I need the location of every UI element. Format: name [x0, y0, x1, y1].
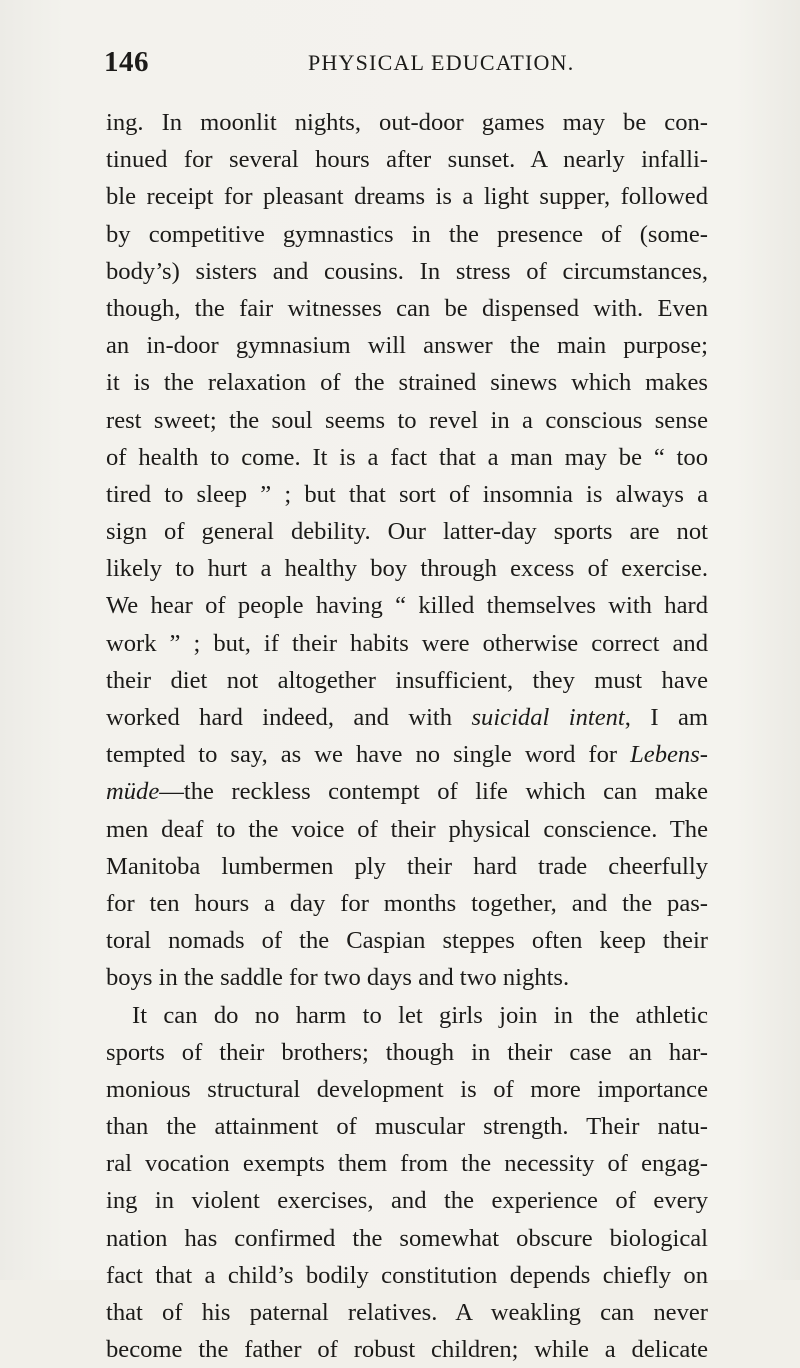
text-line: ble receipt for pleasant dreams is a light supper, followed	[106, 183, 708, 211]
page-number: 146	[104, 46, 149, 78]
text-line: sign of general debility. Our latter-day sports are not	[106, 518, 708, 546]
text-line: for ten hours a day for months together, and the pas-	[106, 889, 708, 917]
text-line: ral vocation exempts them from the necessity of engag-	[106, 1150, 708, 1178]
text-line: boys in the saddle for two days and two nights.	[106, 964, 570, 992]
running-title: PHYSICAL EDUCATION.	[308, 50, 575, 75]
text-line: that of his paternal relatives. A weakling can never	[106, 1299, 708, 1326]
text-line: tempted to say, as we have no single word for Lebens-	[106, 741, 708, 769]
text-line: though, the fair witnesses can be dispensed with. Even	[106, 294, 708, 322]
text-line: it is the relaxation of the strained sinews which makes	[106, 369, 708, 397]
text-line: ing. In moonlit nights, out-door games may be con-	[106, 109, 708, 136]
body-text	[106, 104, 708, 1368]
text-line: rest sweet; the soul seems to revel in a conscious sense	[106, 406, 708, 434]
text-line: We hear of people having “ killed themselves with hard	[106, 592, 708, 620]
text-line: men deaf to the voice of their physical conscience. The	[106, 815, 708, 843]
text-line: by competitive gymnastics in the presence of (some-	[106, 220, 708, 248]
text-line: toral nomads of the Caspian steppes often keep their	[106, 927, 708, 955]
text-line: worked hard indeed, and with suicidal intent, I am	[106, 704, 708, 731]
text-line: likely to hurt a healthy boy through excess of exercise.	[106, 555, 708, 583]
text-line: müde—the reckless contempt of life which can make	[106, 778, 708, 806]
text-line: ing in violent exercises, and the experience of every	[106, 1187, 708, 1215]
text-line: tired to sleep ” ; but that sort of insomnia is always a	[106, 480, 708, 508]
italic-phrase: suicidal intent	[471, 704, 625, 731]
text-line: body’s) sisters and cousins. In stress of circumstances,	[106, 257, 708, 285]
text-line: become the father of robust children; while a delicate	[106, 1336, 708, 1364]
text-line: of health to come. It is a fact that a man may be “ too	[106, 443, 708, 471]
text-line: nation has confirmed the somewhat obscure biological	[106, 1224, 708, 1252]
text-line: Manitoba lumbermen ply their hard trade cheerfully	[106, 852, 708, 880]
text-line: It can do no harm to let girls join in the athletic	[132, 1001, 708, 1029]
text-line: than the attainment of muscular strength. Their natu-	[106, 1113, 708, 1141]
text-line: tinued for several hours after sunset. A nearly infalli-	[106, 146, 708, 174]
page-header	[104, 46, 704, 86]
text-line: an in-door gymnasium will answer the main purpose;	[106, 332, 708, 360]
text-line: sports of their brothers; though in their case an har-	[106, 1038, 708, 1066]
italic-phrase: Lebens-	[630, 741, 708, 769]
italic-phrase: müde	[106, 778, 160, 806]
text-line: monious structural development is of more importance	[106, 1075, 708, 1103]
text-line: their diet not altogether insufficient, they must have	[106, 666, 708, 694]
text-line: work ” ; but, if their habits were otherwise correct and	[106, 629, 708, 657]
text-line: fact that a child’s bodily constitution depends chiefly on	[106, 1261, 708, 1289]
